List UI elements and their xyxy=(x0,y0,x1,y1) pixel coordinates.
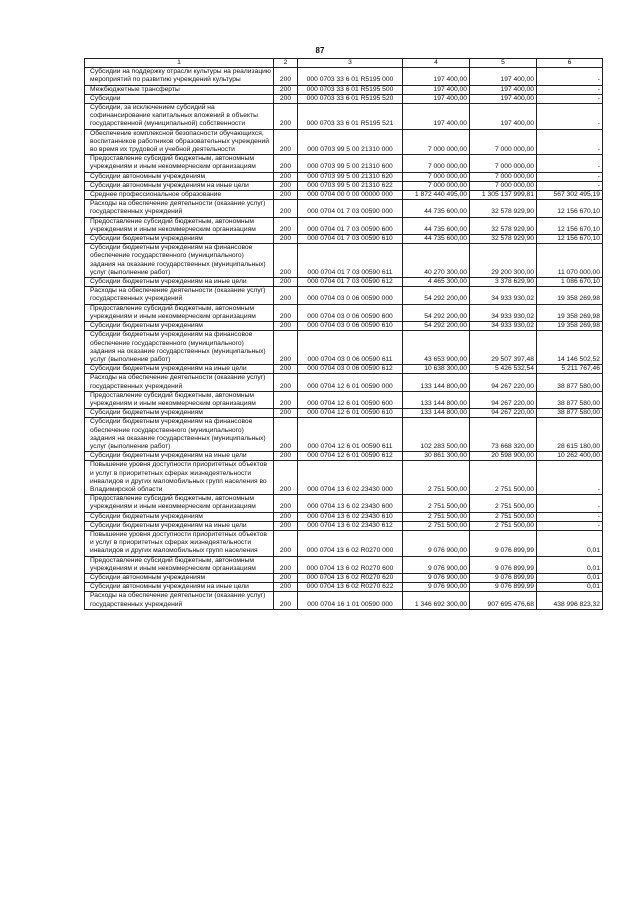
row-code: 200 xyxy=(274,365,298,374)
row-name xyxy=(85,374,274,391)
row-code: 200 xyxy=(274,592,298,609)
row-unexecuted-amount: 11 070 000,00 xyxy=(537,244,603,278)
row-unexecuted-amount: 38 877 580,00 xyxy=(537,391,603,408)
row-name-text: Субсидии автономным учреждениям на иные цели xyxy=(90,583,249,591)
table-row xyxy=(85,409,603,418)
row-code: 200 xyxy=(274,331,298,365)
row-classification-code: 000 0704 13 6 02 R0270 620 xyxy=(298,573,403,582)
row-name-text: Повышение уровня доступности приоритетных объектов и услуг в приоритетных сферах жизнедеятельности инвалидов и других маломобильных групп населения xyxy=(90,530,267,555)
row-name-text: Предоставление субсидий бюджетным, автономным учреждениям и иным некоммерческим организациям xyxy=(90,304,256,320)
row-executed-amount: 34 933 930,02 xyxy=(470,322,537,331)
row-name-text: Субсидии бюджетным учреждениям xyxy=(90,409,203,417)
row-executed-amount: 7 000 000,00 xyxy=(470,155,537,172)
row-classification-code: 000 0704 01 7 03 00590 000 xyxy=(298,200,403,217)
row-executed-amount: 197 400,00 xyxy=(470,85,537,94)
row-executed-amount: 32 578 929,90 xyxy=(470,200,537,217)
column-header: 3 xyxy=(298,59,403,68)
row-approved-amount: 9 076 900,00 xyxy=(403,530,470,556)
row-classification-code: 000 0704 01 7 03 00590 600 xyxy=(298,217,403,234)
row-approved-amount: 9 076 900,00 xyxy=(403,583,470,592)
row-classification-code: 000 0704 12 6 01 00590 600 xyxy=(298,391,403,408)
table-row xyxy=(85,191,603,200)
row-approved-amount: 44 735 600,00 xyxy=(403,235,470,244)
row-name-text: Предоставление субсидий бюджетным, автономным учреждениям и иным некоммерческим организациям xyxy=(90,217,256,233)
row-name xyxy=(85,461,274,495)
row-approved-amount: 4 465 300,00 xyxy=(403,278,470,287)
row-name xyxy=(85,278,274,287)
row-approved-amount: 133 144 800,00 xyxy=(403,409,470,418)
row-classification-code: 000 0704 16 1 01 00590 000 xyxy=(298,592,403,609)
row-executed-amount: 2 751 500,00 xyxy=(470,512,537,521)
row-unexecuted-amount: - xyxy=(537,68,603,85)
row-unexecuted-amount: 28 615 180,00 xyxy=(537,418,603,452)
row-executed-amount: 5 426 532,54 xyxy=(470,365,537,374)
column-header: 2 xyxy=(274,59,298,68)
row-executed-amount: 2 751 500,00 xyxy=(470,495,537,512)
row-unexecuted-amount: - xyxy=(537,495,603,512)
row-name xyxy=(85,181,274,190)
table-row xyxy=(85,512,603,521)
row-executed-amount: 7 000 000,00 xyxy=(470,129,537,155)
row-executed-amount: 907 695 476,68 xyxy=(470,592,537,609)
row-name xyxy=(85,521,274,530)
row-unexecuted-amount: 5 211 767,46 xyxy=(537,365,603,374)
row-classification-code: 000 0703 99 5 00 21310 000 xyxy=(298,129,403,155)
row-executed-amount: 2 751 500,00 xyxy=(470,461,537,495)
row-name-text: Субсидии бюджетным учреждениям на финансовое обеспечение государственного (муниципального) задания на оказание государственных (муниципальных) услуг (выполнение работ) xyxy=(90,331,266,363)
row-unexecuted-amount: 19 358 269,98 xyxy=(537,322,603,331)
row-name xyxy=(85,495,274,512)
table-row xyxy=(85,85,603,94)
table-row xyxy=(85,418,603,452)
row-classification-code: 000 0704 13 6 02 R0270 622 xyxy=(298,583,403,592)
row-unexecuted-amount: 19 358 269,98 xyxy=(537,304,603,321)
row-code: 200 xyxy=(274,244,298,278)
row-approved-amount: 2 751 500,00 xyxy=(403,495,470,512)
row-name-text: Предоставление субсидий бюджетным, автономным учреждениям и иным некоммерческим организациям xyxy=(90,155,256,171)
row-code: 200 xyxy=(274,452,298,461)
row-approved-amount: 7 000 000,00 xyxy=(403,172,470,181)
row-classification-code: 000 0704 12 6 01 00590 611 xyxy=(298,418,403,452)
table-row xyxy=(85,461,603,495)
row-approved-amount: 9 076 900,00 xyxy=(403,573,470,582)
column-header: 4 xyxy=(403,59,470,68)
row-approved-amount: 133 144 800,00 xyxy=(403,374,470,391)
row-executed-amount: 29 507 397,48 xyxy=(470,331,537,365)
row-code: 200 xyxy=(274,418,298,452)
table-row xyxy=(85,172,603,181)
table-row xyxy=(85,200,603,217)
row-approved-amount: 1 346 692 300,00 xyxy=(403,592,470,609)
row-name-text: Субсидии бюджетным учреждениям на иные цели xyxy=(90,278,247,286)
row-unexecuted-amount: 14 146 502,52 xyxy=(537,331,603,365)
row-classification-code: 000 0704 03 0 06 00590 610 xyxy=(298,322,403,331)
row-code: 200 xyxy=(274,374,298,391)
row-executed-amount: 1 305 137 999,81 xyxy=(470,191,537,200)
row-approved-amount: 197 400,00 xyxy=(403,104,470,130)
row-name-text: Субсидии бюджетным учреждениям xyxy=(90,235,203,243)
row-unexecuted-amount: 0,01 xyxy=(537,530,603,556)
row-unexecuted-amount: - xyxy=(537,104,603,130)
table-row xyxy=(85,495,603,512)
row-classification-code: 000 0704 03 0 06 00590 612 xyxy=(298,365,403,374)
row-approved-amount: 54 292 200,00 xyxy=(403,304,470,321)
row-classification-code: 000 0704 00 0 00 00000 000 xyxy=(298,191,403,200)
row-name-text: Субсидии бюджетным учреждениям на иные цели xyxy=(90,521,247,529)
row-code: 200 xyxy=(274,512,298,521)
row-code: 200 xyxy=(274,521,298,530)
row-classification-code: 000 0704 12 6 01 00590 612 xyxy=(298,452,403,461)
row-name xyxy=(85,244,274,278)
row-name xyxy=(85,331,274,365)
row-executed-amount: 7 000 000,00 xyxy=(470,172,537,181)
row-name xyxy=(85,304,274,321)
row-executed-amount: 73 668 320,00 xyxy=(470,418,537,452)
row-executed-amount: 34 933 930,02 xyxy=(470,304,537,321)
row-code: 200 xyxy=(274,68,298,85)
row-code: 200 xyxy=(274,583,298,592)
row-unexecuted-amount: - xyxy=(537,94,603,103)
row-classification-code: 000 0704 03 0 06 00590 600 xyxy=(298,304,403,321)
table-row xyxy=(85,452,603,461)
row-name-text: Среднее профессиональное образование xyxy=(90,191,222,199)
table-row xyxy=(85,129,603,155)
row-name xyxy=(85,200,274,217)
table-row xyxy=(85,217,603,234)
row-approved-amount: 197 400,00 xyxy=(403,68,470,85)
table-row xyxy=(85,155,603,172)
row-code: 200 xyxy=(274,191,298,200)
row-unexecuted-amount: 19 358 269,98 xyxy=(537,287,603,304)
row-classification-code: 000 0703 99 5 00 21310 600 xyxy=(298,155,403,172)
row-classification-code: 000 0703 33 6 01 R5195 520 xyxy=(298,94,403,103)
row-unexecuted-amount: 12 156 670,10 xyxy=(537,217,603,234)
row-name xyxy=(85,592,274,609)
table-row xyxy=(85,573,603,582)
column-header: 1 xyxy=(85,59,274,68)
row-approved-amount: 2 751 500,00 xyxy=(403,521,470,530)
row-unexecuted-amount: 567 302 495,19 xyxy=(537,191,603,200)
row-executed-amount: 9 076 899,99 xyxy=(470,556,537,573)
row-unexecuted-amount: 12 156 670,10 xyxy=(537,235,603,244)
row-code: 200 xyxy=(274,155,298,172)
row-approved-amount: 2 751 500,00 xyxy=(403,461,470,495)
row-executed-amount: 94 267 220,00 xyxy=(470,374,537,391)
row-classification-code: 000 0703 99 5 00 21310 622 xyxy=(298,181,403,190)
row-name xyxy=(85,191,274,200)
table-row xyxy=(85,365,603,374)
row-name xyxy=(85,556,274,573)
row-approved-amount: 7 000 000,00 xyxy=(403,129,470,155)
row-name-text: Расходы на обеспечение деятельности (оказание услуг) государственных учреждений xyxy=(90,374,266,390)
row-approved-amount: 1 872 440 495,00 xyxy=(403,191,470,200)
row-name xyxy=(85,512,274,521)
row-name xyxy=(85,391,274,408)
column-header: 6 xyxy=(537,59,603,68)
row-code: 200 xyxy=(274,573,298,582)
row-name xyxy=(85,94,274,103)
table-row xyxy=(85,287,603,304)
row-name-text: Предоставление субсидий бюджетным, автономным учреждениям и иным некоммерческим организациям xyxy=(90,556,256,572)
row-code: 200 xyxy=(274,530,298,556)
row-approved-amount: 9 076 900,00 xyxy=(403,556,470,573)
row-name-text: Расходы на обеспечение деятельности (оказание услуг) государственных учреждений xyxy=(90,287,266,303)
table-row xyxy=(85,322,603,331)
row-code: 200 xyxy=(274,181,298,190)
table-row xyxy=(85,583,603,592)
table-row xyxy=(85,556,603,573)
table-row xyxy=(85,304,603,321)
row-name xyxy=(85,172,274,181)
row-code: 200 xyxy=(274,304,298,321)
row-classification-code: 000 0704 01 7 03 00590 611 xyxy=(298,244,403,278)
row-name-text: Предоставление субсидий бюджетным, автономным учреждениям и иным некоммерческим организациям xyxy=(90,391,256,407)
row-name xyxy=(85,217,274,234)
row-unexecuted-amount: - xyxy=(537,85,603,94)
row-unexecuted-amount: - xyxy=(537,521,603,530)
row-executed-amount: 32 578 929,90 xyxy=(470,235,537,244)
row-executed-amount: 94 267 220,00 xyxy=(470,409,537,418)
row-code: 200 xyxy=(274,129,298,155)
row-name xyxy=(85,129,274,155)
row-code: 200 xyxy=(274,409,298,418)
row-name xyxy=(85,573,274,582)
row-approved-amount: 102 283 500,00 xyxy=(403,418,470,452)
row-name-text: Субсидии на поддержку отрасли культуры на реализацию мероприятий по развитию учреждений культуры xyxy=(90,68,271,84)
row-unexecuted-amount: 38 877 580,00 xyxy=(537,409,603,418)
row-classification-code: 000 0704 13 6 02 23430 612 xyxy=(298,521,403,530)
row-approved-amount: 197 400,00 xyxy=(403,85,470,94)
row-name xyxy=(85,85,274,94)
row-name-text: Субсидии бюджетным учреждениям на финансовое обеспечение государственного (муниципального) задания на оказание государственных (муниципальных) услуг (выполнение работ) xyxy=(90,244,266,276)
table-row xyxy=(85,104,603,130)
row-unexecuted-amount: - xyxy=(537,155,603,172)
row-unexecuted-amount: 0,01 xyxy=(537,583,603,592)
row-name xyxy=(85,235,274,244)
row-approved-amount: 30 861 300,00 xyxy=(403,452,470,461)
row-code: 200 xyxy=(274,391,298,408)
row-executed-amount: 9 076 899,99 xyxy=(470,573,537,582)
row-unexecuted-amount: 12 156 670,10 xyxy=(537,200,603,217)
row-name-text: Субсидии бюджетным учреждениям xyxy=(90,322,203,330)
row-unexecuted-amount: 0,01 xyxy=(537,556,603,573)
row-executed-amount: 7 000 000,00 xyxy=(470,181,537,190)
row-approved-amount: 43 653 900,00 xyxy=(403,331,470,365)
row-unexecuted-amount: - xyxy=(537,172,603,181)
row-name-text: Субсидии автономным учреждениям xyxy=(90,172,206,180)
row-name xyxy=(85,418,274,452)
row-executed-amount: 29 200 300,00 xyxy=(470,244,537,278)
table-row xyxy=(85,181,603,190)
row-classification-code: 000 0703 33 6 01 R5195 000 xyxy=(298,68,403,85)
row-unexecuted-amount: - xyxy=(537,129,603,155)
row-executed-amount: 32 578 929,90 xyxy=(470,217,537,234)
row-approved-amount: 7 000 000,00 xyxy=(403,181,470,190)
row-name-text: Субсидии бюджетным учреждениям xyxy=(90,512,203,520)
row-approved-amount: 44 735 600,00 xyxy=(403,200,470,217)
row-name-text: Субсидии автономным учреждениям xyxy=(90,573,206,581)
row-name-text: Субсидии бюджетным учреждениям на финансовое обеспечение государственного (муниципального) задания на оказание государственных (муниципальных) услуг (выполнение работ) xyxy=(90,418,266,450)
row-name xyxy=(85,155,274,172)
table-row xyxy=(85,331,603,365)
row-name-text: Предоставление субсидий бюджетным, автономным учреждениям и иным некоммерческим организациям xyxy=(90,495,256,511)
row-approved-amount: 44 735 600,00 xyxy=(403,217,470,234)
column-header-row xyxy=(85,59,603,68)
row-name-text: Повышение уровня доступности приоритетных объектов и услуг в приоритетных сферах жизнедеятельности инвалидов и других маломобильных групп населения во Владимирской области xyxy=(90,461,267,493)
table-body xyxy=(85,68,603,610)
row-code: 200 xyxy=(274,322,298,331)
row-code: 200 xyxy=(274,94,298,103)
row-approved-amount: 54 292 200,00 xyxy=(403,287,470,304)
row-code: 200 xyxy=(274,278,298,287)
row-code: 200 xyxy=(274,217,298,234)
row-executed-amount: 197 400,00 xyxy=(470,104,537,130)
row-classification-code: 000 0704 12 6 01 00590 610 xyxy=(298,409,403,418)
row-code: 200 xyxy=(274,85,298,94)
row-unexecuted-amount: 1 086 670,10 xyxy=(537,278,603,287)
row-name xyxy=(85,583,274,592)
row-name-text: Субсидии, за исключением субсидий на софинансирование капитальных вложений в объекты государственной (муниципальной) собственности xyxy=(90,104,258,128)
row-name xyxy=(85,287,274,304)
row-classification-code: 000 0703 33 6 01 R5195 500 xyxy=(298,85,403,94)
row-code: 200 xyxy=(274,287,298,304)
row-code: 200 xyxy=(274,495,298,512)
row-approved-amount: 7 000 000,00 xyxy=(403,155,470,172)
row-executed-amount: 197 400,00 xyxy=(470,94,537,103)
table-row xyxy=(85,374,603,391)
row-executed-amount: 9 076 899,99 xyxy=(470,583,537,592)
row-name-text: Расходы на обеспечение деятельности (оказание услуг) государственных учреждений xyxy=(90,200,266,216)
column-header: 5 xyxy=(470,59,537,68)
row-unexecuted-amount: - xyxy=(537,512,603,521)
table-row xyxy=(85,94,603,103)
row-code: 200 xyxy=(274,461,298,495)
budget-table xyxy=(84,58,603,610)
row-name xyxy=(85,530,274,556)
row-executed-amount: 2 751 500,00 xyxy=(470,521,537,530)
row-classification-code: 000 0703 33 6 01 R5195 521 xyxy=(298,104,403,130)
row-classification-code: 000 0704 03 0 06 00590 611 xyxy=(298,331,403,365)
row-classification-code: 000 0704 03 0 06 00590 000 xyxy=(298,287,403,304)
row-classification-code: 000 0704 12 6 01 00590 000 xyxy=(298,374,403,391)
row-approved-amount: 2 751 500,00 xyxy=(403,512,470,521)
row-unexecuted-amount: 438 996 823,32 xyxy=(537,592,603,609)
row-name-text: Обеспечение комплексной безопасности обучающихся, воспитанников работников образовательных учреждений во время их трудовой и учебной деятельности xyxy=(90,129,270,154)
table-row xyxy=(85,68,603,85)
row-approved-amount: 133 144 800,00 xyxy=(403,391,470,408)
table-row xyxy=(85,278,603,287)
row-unexecuted-amount: 38 877 580,00 xyxy=(537,374,603,391)
row-classification-code: 000 0704 13 6 02 23430 610 xyxy=(298,512,403,521)
row-approved-amount: 54 292 200,00 xyxy=(403,322,470,331)
row-executed-amount: 197 400,00 xyxy=(470,68,537,85)
row-name-text: Субсидии автономным учреждениям на иные цели xyxy=(90,181,249,189)
row-name-text: Расходы на обеспечение деятельности (оказание услуг) государственных учреждений xyxy=(90,592,266,608)
row-classification-code: 000 0703 99 5 00 21310 620 xyxy=(298,172,403,181)
table-row xyxy=(85,235,603,244)
row-name-text: Межбюджетные трансферты xyxy=(90,85,180,93)
row-approved-amount: 40 270 300,00 xyxy=(403,244,470,278)
row-name-text: Субсидии бюджетным учреждениям на иные цели xyxy=(90,452,247,460)
row-name xyxy=(85,365,274,374)
table-row xyxy=(85,530,603,556)
row-executed-amount: 3 378 629,90 xyxy=(470,278,537,287)
table-row xyxy=(85,592,603,609)
row-name xyxy=(85,322,274,331)
table-row xyxy=(85,391,603,408)
row-classification-code: 000 0704 13 6 02 R0270 600 xyxy=(298,556,403,573)
row-unexecuted-amount: - xyxy=(537,461,603,495)
row-classification-code: 000 0704 13 6 02 R0270 000 xyxy=(298,530,403,556)
row-code: 200 xyxy=(274,172,298,181)
row-classification-code: 000 0704 01 7 03 00590 612 xyxy=(298,278,403,287)
row-name xyxy=(85,452,274,461)
row-unexecuted-amount: 10 262 400,00 xyxy=(537,452,603,461)
row-executed-amount: 94 267 220,00 xyxy=(470,391,537,408)
row-classification-code: 000 0704 01 7 03 00590 610 xyxy=(298,235,403,244)
row-code: 200 xyxy=(274,235,298,244)
page-number: 87 xyxy=(315,46,325,55)
row-approved-amount: 10 638 300,00 xyxy=(403,365,470,374)
row-executed-amount: 20 598 900,00 xyxy=(470,452,537,461)
row-name xyxy=(85,409,274,418)
row-approved-amount: 197 400,00 xyxy=(403,94,470,103)
row-code: 200 xyxy=(274,200,298,217)
table-row xyxy=(85,521,603,530)
row-classification-code: 000 0704 13 6 02 23430 600 xyxy=(298,495,403,512)
row-name-text: Субсидии бюджетным учреждениям на иные цели xyxy=(90,365,247,373)
row-code: 200 xyxy=(274,104,298,130)
row-name xyxy=(85,68,274,85)
row-unexecuted-amount: - xyxy=(537,181,603,190)
row-name-text: Субсидии xyxy=(90,94,121,102)
row-code: 200 xyxy=(274,556,298,573)
row-name xyxy=(85,104,274,130)
row-classification-code: 000 0704 13 6 02 23430 000 xyxy=(298,461,403,495)
row-unexecuted-amount: 0,01 xyxy=(537,573,603,582)
row-executed-amount: 9 076 899,99 xyxy=(470,530,537,556)
table-row xyxy=(85,244,603,278)
row-executed-amount: 34 933 930,02 xyxy=(470,287,537,304)
